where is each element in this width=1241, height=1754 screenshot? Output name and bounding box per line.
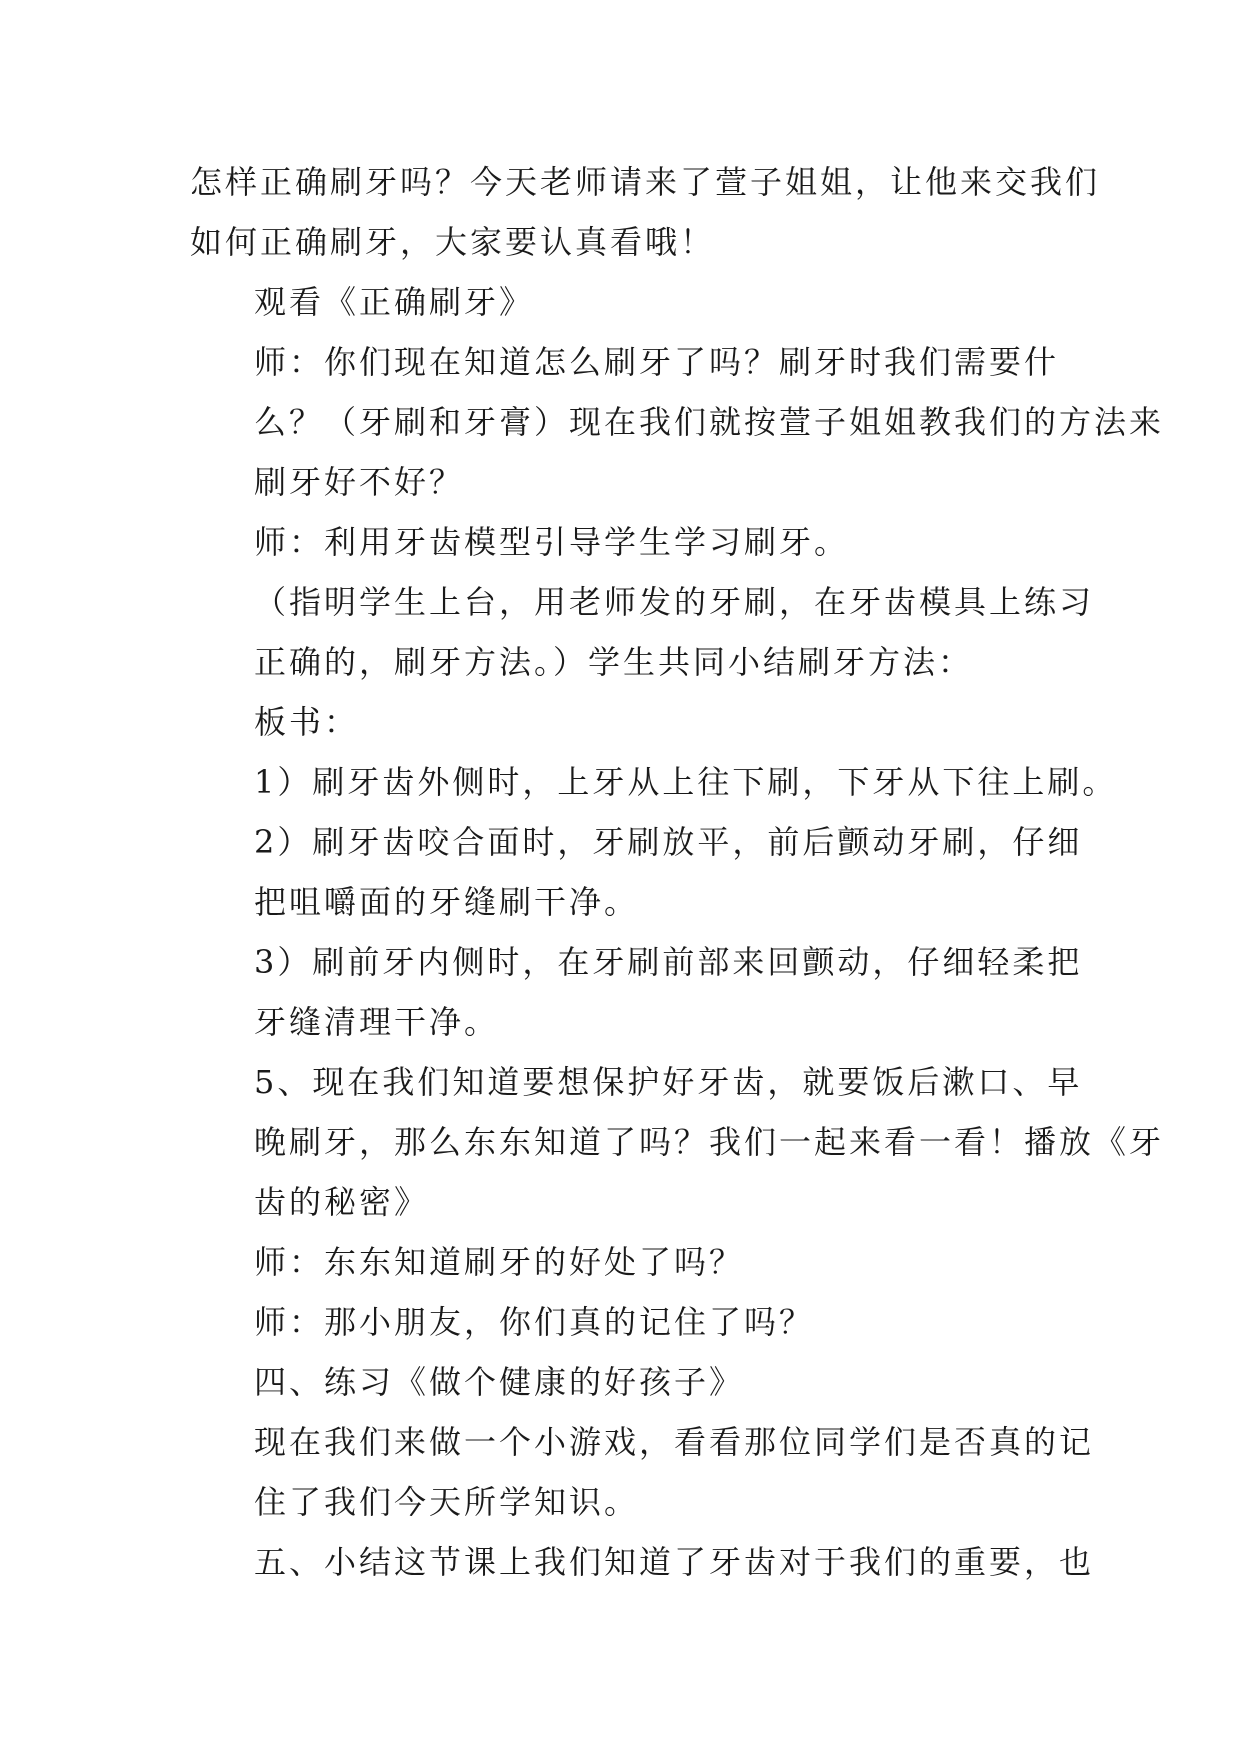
paragraph: [190, 152, 1101, 272]
text-line: 师：那小朋友，你们真的记住了吗？: [254, 1303, 815, 1341]
text-line: 么？（牙刷和牙膏）现在我们就按萱子姐姐教我们的方法来: [254, 403, 1165, 441]
paragraph: [190, 572, 1095, 692]
text-line: 五、小结这节课上我们知道了牙齿对于我们的重要，也: [254, 1543, 1095, 1581]
text-line: 板书：: [254, 703, 360, 741]
paragraph: [190, 332, 1165, 512]
text-line: 师：利用牙齿模型引导学生学习刷牙。: [254, 523, 850, 561]
paragraph: [190, 932, 1083, 1052]
text-line: 2）刷牙齿咬合面时，牙刷放平，前后颤动牙刷，仔细: [254, 823, 1083, 861]
text-line: 师：东东知道刷牙的好处了吗？: [254, 1243, 745, 1281]
text-line: 现在我们来做一个小游戏，看看那位同学们是否真的记: [254, 1423, 1095, 1461]
text-line: 刷牙好不好？: [254, 463, 465, 501]
paragraph: [190, 1052, 1165, 1232]
paragraph: [190, 1532, 1095, 1592]
text-line: 四、练习《做个健康的好孩子》: [254, 1363, 745, 1401]
paragraph: [190, 1232, 1060, 1292]
text-line: 正确的，刷牙方法。）学生共同小结刷牙方法：: [254, 643, 974, 681]
text-line: （指明学生上台，用老师发的牙刷，在牙齿模具上练习: [254, 583, 1095, 621]
paragraph: [190, 1292, 1060, 1352]
text-line: 观看《正确刷牙》: [254, 283, 535, 321]
paragraph: [190, 1412, 1095, 1532]
text-line: 师：你们现在知道怎么刷牙了吗？刷牙时我们需要什: [254, 343, 1060, 381]
paragraph: [190, 272, 1060, 332]
text-line: 5、现在我们知道要想保护好牙齿，就要饭后漱口、早: [254, 1063, 1083, 1101]
paragraph: [190, 812, 1083, 932]
text-line: 齿的秘密》: [254, 1183, 430, 1221]
text-line: 住了我们今天所学知识。: [254, 1483, 640, 1521]
paragraph: [190, 692, 1060, 752]
paragraph: [190, 512, 1060, 572]
text-line: 3）刷前牙内侧时，在牙刷前部来回颤动，仔细轻柔把: [254, 943, 1083, 981]
text-line: 把咀嚼面的牙缝刷干净。: [254, 883, 640, 921]
paragraph: [190, 752, 1118, 812]
document-body: [190, 152, 1165, 1592]
paragraph: [190, 1352, 1060, 1412]
text-line: 1）刷牙齿外侧时，上牙从上往下刷，下牙从下往上刷。: [254, 763, 1118, 801]
text-line: 牙缝清理干净。: [254, 1003, 500, 1041]
text-line: 晚刷牙，那么东东知道了吗？我们一起来看一看！播放《牙: [254, 1123, 1165, 1161]
text-line: 如何正确刷牙，大家要认真看哦！: [190, 223, 716, 261]
text-line: 怎样正确刷牙吗？今天老师请来了萱子姐姐，让他来交我们: [190, 163, 1101, 201]
